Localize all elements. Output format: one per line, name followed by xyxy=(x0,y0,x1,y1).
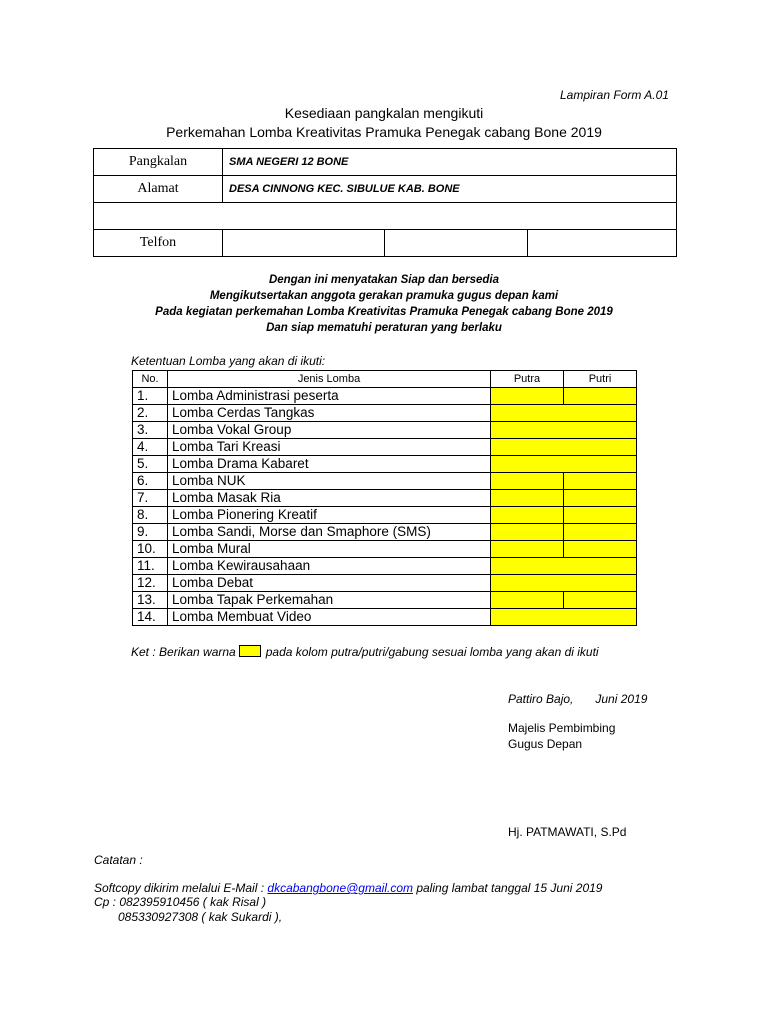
putra-cell[interactable] xyxy=(491,388,564,405)
putri-cell[interactable] xyxy=(564,507,637,524)
gabung-cell[interactable] xyxy=(491,456,637,473)
lomba-row xyxy=(133,558,637,575)
lomba-no: 13. xyxy=(133,592,168,609)
putra-cell[interactable] xyxy=(491,490,564,507)
lomba-body xyxy=(133,388,637,626)
ket-note xyxy=(131,645,599,659)
lomba-no: 7. xyxy=(133,490,168,507)
lomba-header-row xyxy=(133,371,637,388)
lomba-name: Lomba Cerdas Tangkas xyxy=(168,405,491,422)
lomba-name: Lomba Tari Kreasi xyxy=(168,439,491,456)
lomba-row xyxy=(133,439,637,456)
ket-before: Ket : Berikan warna xyxy=(131,645,236,659)
lomba-name: Lomba Sandi, Morse dan Smaphore (SMS) xyxy=(168,524,491,541)
signature-role-1: Majelis Pembimbing xyxy=(508,721,616,735)
alamat-value: DESA CINNONG KEC. SIBULUE KAB. BONE xyxy=(223,176,677,203)
lomba-name: Lomba NUK xyxy=(168,473,491,490)
putri-cell[interactable] xyxy=(564,473,637,490)
signature-role-2: Gugus Depan xyxy=(508,737,583,751)
putra-cell[interactable] xyxy=(491,592,564,609)
lomba-no: 12. xyxy=(133,575,168,592)
email-link[interactable]: dkcabangbone@gmail.com xyxy=(267,881,413,895)
lomba-name: Lomba Masak Ria xyxy=(168,490,491,507)
gabung-cell[interactable] xyxy=(491,439,637,456)
lomba-row xyxy=(133,490,637,507)
pangkalan-label: Pangkalan xyxy=(94,149,223,176)
notes-cp-1: Cp : 082395910456 ( kak Risal ) xyxy=(94,895,267,909)
gabung-cell[interactable] xyxy=(491,609,637,626)
lomba-no: 11. xyxy=(133,558,168,575)
declaration-line-4: Dan siap mematuhi peraturan yang berlaku xyxy=(266,322,502,334)
notes-cp-2: 085330927308 ( kak Sukardi ), xyxy=(118,910,283,924)
lomba-no: 3. xyxy=(133,422,168,439)
putri-cell[interactable] xyxy=(564,592,637,609)
putri-cell[interactable] xyxy=(564,541,637,558)
lomba-row xyxy=(133,575,637,592)
lomba-no: 14. xyxy=(133,609,168,626)
lomba-name: Lomba Membuat Video xyxy=(168,609,491,626)
signature-place: Pattiro Bajo, xyxy=(508,692,574,706)
lomba-name: Lomba Pionering Kreatif xyxy=(168,507,491,524)
putri-cell[interactable] xyxy=(564,388,637,405)
lomba-no: 4. xyxy=(133,439,168,456)
putra-cell[interactable] xyxy=(491,473,564,490)
lomba-row xyxy=(133,524,637,541)
yellow-swatch xyxy=(239,645,261,657)
form-reference: Lampiran Form A.01 xyxy=(560,88,669,102)
notes-softcopy-after: paling lambat tanggal 15 Juni 2019 xyxy=(413,881,603,895)
putri-cell[interactable] xyxy=(564,524,637,541)
lomba-name: Lomba Debat xyxy=(168,575,491,592)
signature-place-date xyxy=(508,692,647,706)
page-title: Kesediaan pangkalan mengikuti xyxy=(284,105,484,121)
lomba-no: 6. xyxy=(133,473,168,490)
lomba-row xyxy=(133,388,637,405)
lomba-name: Lomba Tapak Perkemahan xyxy=(168,592,491,609)
telfon-row xyxy=(94,230,677,257)
lomba-row xyxy=(133,473,637,490)
header-jenis: Jenis Lomba xyxy=(168,371,491,388)
header-putra: Putra xyxy=(491,371,564,388)
lomba-row xyxy=(133,592,637,609)
lomba-row xyxy=(133,541,637,558)
notes-label: Catatan : xyxy=(94,853,143,867)
declaration-line-2: Mengikutsertakan anggota gerakan pramuka gugus depan kami xyxy=(209,290,559,302)
blank-cell xyxy=(94,203,677,230)
lomba-row xyxy=(133,456,637,473)
lomba-row xyxy=(133,422,637,439)
lomba-name: Lomba Drama Kabaret xyxy=(168,456,491,473)
putra-cell[interactable] xyxy=(491,507,564,524)
lomba-name: Lomba Kewirausahaan xyxy=(168,558,491,575)
pangkalan-info-table xyxy=(93,148,677,257)
notes-softcopy xyxy=(94,881,602,895)
alamat-label: Alamat xyxy=(94,176,223,203)
lomba-no: 10. xyxy=(133,541,168,558)
telfon-cell-3 xyxy=(528,230,677,257)
lomba-no: 5. xyxy=(133,456,168,473)
lomba-table xyxy=(132,370,637,626)
header-no: No. xyxy=(133,371,168,388)
gabung-cell[interactable] xyxy=(491,558,637,575)
telfon-cell-2 xyxy=(385,230,528,257)
ket-after: pada kolom putra/putri/gabung sesuai lomba yang akan di ikuti xyxy=(265,645,599,659)
lomba-row xyxy=(133,405,637,422)
gabung-cell[interactable] xyxy=(491,405,637,422)
lomba-intro: Ketentuan Lomba yang akan di ikuti: xyxy=(131,354,326,368)
gabung-cell[interactable] xyxy=(491,575,637,592)
lomba-name: Lomba Administrasi peserta xyxy=(168,388,491,405)
putra-cell[interactable] xyxy=(491,524,564,541)
blank-row xyxy=(94,203,677,230)
lomba-row xyxy=(133,507,637,524)
lomba-no: 2. xyxy=(133,405,168,422)
alamat-row xyxy=(94,176,677,203)
lomba-no: 8. xyxy=(133,507,168,524)
gabung-cell[interactable] xyxy=(491,422,637,439)
declaration-line-1: Dengan ini menyatakan Siap dan bersedia xyxy=(268,274,500,286)
telfon-cell-1 xyxy=(223,230,385,257)
notes-softcopy-before: Softcopy dikirim melalui E-Mail : xyxy=(94,881,268,895)
lomba-no: 1. xyxy=(133,388,168,405)
putri-cell[interactable] xyxy=(564,490,637,507)
lomba-row xyxy=(133,609,637,626)
pangkalan-value: SMA NEGERI 12 BONE xyxy=(223,149,677,176)
declaration-line-3: Pada kegiatan perkemahan Lomba Kreativitas Pramuka Penegak cabang Bone 2019 xyxy=(155,306,613,318)
lomba-no: 9. xyxy=(133,524,168,541)
lomba-name: Lomba Mural xyxy=(168,541,491,558)
header-putri: Putri xyxy=(564,371,637,388)
lomba-name: Lomba Vokal Group xyxy=(168,422,491,439)
signature-name: Hj. PATMAWATI, S.Pd xyxy=(508,825,627,839)
signature-date: Juni 2019 xyxy=(595,692,648,706)
pangkalan-row xyxy=(94,149,677,176)
page-subtitle: Perkemahan Lomba Kreativitas Pramuka Penegak cabang Bone 2019 xyxy=(166,124,602,140)
putra-cell[interactable] xyxy=(491,541,564,558)
telfon-label: Telfon xyxy=(94,230,223,257)
